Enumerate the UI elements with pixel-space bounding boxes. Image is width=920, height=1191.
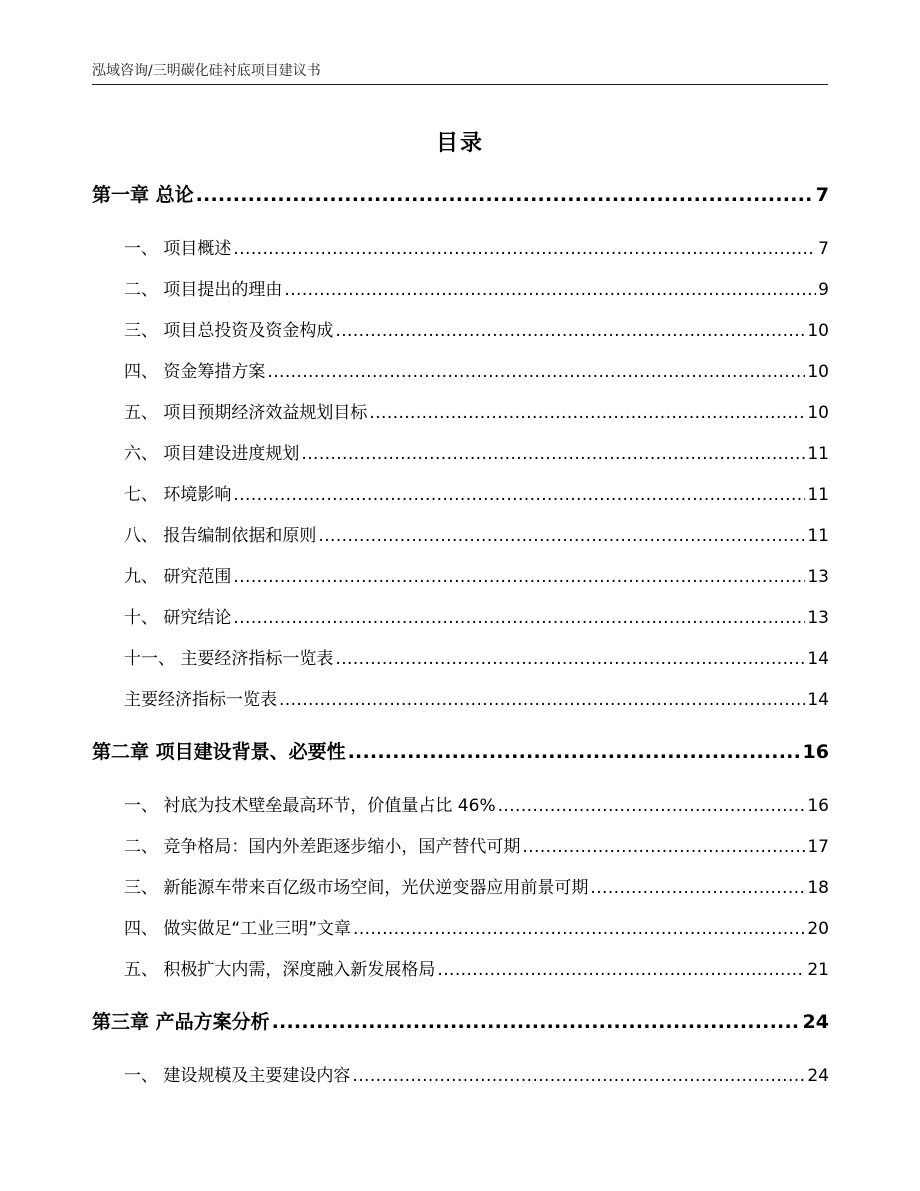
toc-entry-page: 14 xyxy=(807,649,829,669)
toc-leader-dots xyxy=(353,919,805,939)
toc-leader-dots xyxy=(437,960,805,980)
toc-entry-label: 四、 做实做足“工业三明”文章 xyxy=(124,919,352,939)
toc-leader-dots xyxy=(352,1066,805,1086)
toc-entry-page: 16 xyxy=(802,741,829,763)
toc-section[interactable] xyxy=(92,234,829,275)
toc-entry-label: 一、 衬底为技术壁垒最高环节，价值量占比 46% xyxy=(124,796,496,816)
toc-section[interactable] xyxy=(92,685,829,726)
toc-entry-label: 五、 项目预期经济效益规划目标 xyxy=(124,403,368,423)
toc-leader-dots xyxy=(498,796,806,816)
toc-entry-label: 第三章 产品方案分析 xyxy=(92,1011,270,1033)
toc-entry-page: 7 xyxy=(818,239,829,259)
toc-leader-dots xyxy=(233,239,816,259)
toc-entry-label: 三、 项目总投资及资金构成 xyxy=(124,321,334,341)
toc-entry-page: 17 xyxy=(807,837,829,857)
toc-entry-label: 一、 建设规模及主要建设内容 xyxy=(124,1066,351,1086)
table-of-contents xyxy=(92,180,829,1102)
toc-entry-page: 10 xyxy=(807,321,829,341)
toc-leader-dots xyxy=(233,485,805,505)
header-rule xyxy=(92,84,828,85)
toc-entry-page: 13 xyxy=(807,567,829,587)
toc-leader-dots xyxy=(335,321,805,341)
toc-leader-dots xyxy=(522,837,805,857)
toc-chapter-3[interactable] xyxy=(92,1007,829,1049)
toc-entry-label: 四、 资金筹措方案 xyxy=(124,362,266,382)
toc-entry-page: 21 xyxy=(807,960,829,980)
toc-leader-dots xyxy=(233,608,805,628)
toc-section[interactable] xyxy=(92,873,829,914)
toc-leader-dots xyxy=(590,878,805,898)
toc-section[interactable] xyxy=(92,398,829,439)
toc-entry-label: 九、 研究范围 xyxy=(124,567,232,587)
toc-entry-page: 24 xyxy=(802,1011,829,1033)
toc-entry-page: 13 xyxy=(807,608,829,628)
toc-title: 目录 xyxy=(435,131,484,156)
toc-section[interactable] xyxy=(92,644,829,685)
toc-entry-page: 20 xyxy=(807,919,829,939)
toc-entry-page: 16 xyxy=(807,796,829,816)
toc-entry-page: 10 xyxy=(807,403,829,423)
toc-section[interactable] xyxy=(92,562,829,603)
toc-section[interactable] xyxy=(92,480,829,521)
toc-entry-label: 主要经济指标一览表 xyxy=(124,690,277,710)
toc-entry-label: 三、 新能源车带来百亿级市场空间，光伏逆变器应用前景可期 xyxy=(124,878,589,898)
toc-leader-dots xyxy=(369,403,805,423)
toc-section[interactable] xyxy=(92,791,829,832)
toc-leader-dots xyxy=(272,1011,801,1033)
toc-section[interactable] xyxy=(92,521,829,562)
toc-chapter-1[interactable] xyxy=(92,180,829,222)
toc-leader-dots xyxy=(279,690,805,710)
toc-entry-label: 第二章 项目建设背景、必要性 xyxy=(92,741,346,763)
running-header: 泓域咨询/三明碳化硅衬底项目建议书 xyxy=(92,63,321,79)
toc-entry-page: 11 xyxy=(807,526,829,546)
toc-entry-page: 9 xyxy=(818,280,829,300)
toc-entry-page: 11 xyxy=(807,444,829,464)
toc-leader-dots xyxy=(267,362,805,382)
toc-section[interactable] xyxy=(92,1061,829,1102)
toc-entry-label: 二、 项目提出的理由 xyxy=(124,280,283,300)
toc-section[interactable] xyxy=(92,439,829,480)
toc-leader-dots xyxy=(335,649,805,669)
toc-entry-page: 11 xyxy=(807,485,829,505)
toc-entry-label: 十一、 主要经济指标一览表 xyxy=(124,649,334,669)
toc-section[interactable] xyxy=(92,275,829,316)
toc-entry-label: 第一章 总论 xyxy=(92,184,194,206)
toc-entry-page: 18 xyxy=(807,878,829,898)
toc-entry-page: 7 xyxy=(815,184,829,206)
toc-chapter-2[interactable] xyxy=(92,737,829,779)
toc-section[interactable] xyxy=(92,914,829,955)
toc-entry-label: 一、 项目概述 xyxy=(124,239,232,259)
toc-entry-label: 五、 积极扩大内需，深度融入新发展格局 xyxy=(124,960,436,980)
toc-leader-dots xyxy=(348,741,801,763)
toc-leader-dots xyxy=(318,526,805,546)
toc-entry-label: 八、 报告编制依据和原则 xyxy=(124,526,317,546)
toc-entry-page: 10 xyxy=(807,362,829,382)
toc-section[interactable] xyxy=(92,955,829,996)
toc-entry-label: 六、 项目建设进度规划 xyxy=(124,444,300,464)
toc-section[interactable] xyxy=(92,832,829,873)
toc-entry-label: 二、 竞争格局：国内外差距逐步缩小，国产替代可期 xyxy=(124,837,521,857)
toc-entry-page: 24 xyxy=(807,1066,829,1086)
toc-section[interactable] xyxy=(92,603,829,644)
toc-section[interactable] xyxy=(92,357,829,398)
toc-section[interactable] xyxy=(92,316,829,357)
toc-leader-dots xyxy=(196,184,814,206)
toc-entry-page: 14 xyxy=(807,690,829,710)
toc-entry-label: 七、 环境影响 xyxy=(124,485,232,505)
toc-leader-dots xyxy=(284,280,816,300)
toc-leader-dots xyxy=(233,567,805,587)
toc-leader-dots xyxy=(301,444,805,464)
toc-entry-label: 十、 研究结论 xyxy=(124,608,232,628)
